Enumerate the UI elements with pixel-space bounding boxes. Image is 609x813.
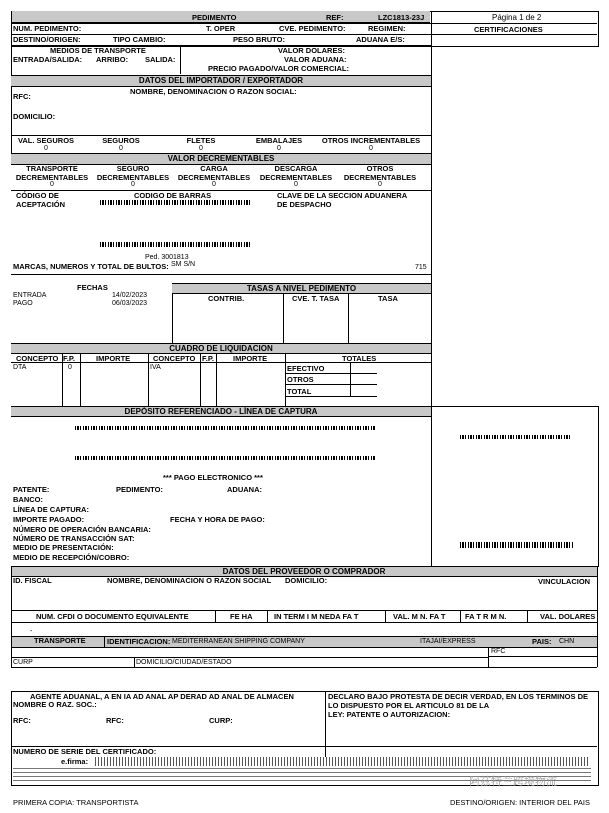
peso-bruto-label: PESO BRUTO:: [233, 35, 285, 44]
dep-medio-recepcion: MEDIO DE RECEPCIÓN/COBRO:: [13, 553, 130, 562]
firma-code: [95, 757, 590, 766]
valor-aduana-label: VALOR ADUANA:: [284, 55, 347, 64]
liq-concepto: CONCEPTO: [16, 354, 59, 363]
deposito-code-2: [75, 456, 375, 460]
liq-ot-line: [285, 384, 377, 385]
pais-value: CHN: [559, 638, 575, 645]
t-oper-label: T. OPER: [206, 24, 236, 33]
rfc-row-line: [488, 656, 597, 657]
dep-banco: BANCO:: [13, 495, 43, 504]
incr-value-0: 0: [44, 145, 48, 152]
liq-otros: OTROS: [287, 375, 314, 384]
domicilio-label: DOMICILIO:: [13, 112, 56, 121]
dep-pedimento: PEDIMENTO:: [116, 485, 163, 494]
cert-line: [431, 23, 597, 24]
ped-number: Ped. 3001813: [145, 254, 189, 261]
pago-label: PAGO: [13, 300, 33, 307]
liq-tot-line: [285, 396, 377, 397]
tasas-title: TASAS A NIVEL PEDIMENTO: [246, 284, 357, 293]
rfc-label: RFC:: [13, 92, 31, 101]
clave-seccion-label: CLAVE DE LA SECCION ADUANERA DE DESPACHO: [277, 191, 408, 209]
decr-label-0: TRANSPORTE DECREMENTABLES: [15, 164, 89, 182]
pago-value: 06/03/2023: [112, 300, 148, 307]
marcas-line: [11, 274, 431, 275]
decr-value-0: 0: [50, 181, 54, 188]
dep-importe: IMPORTE PAGADO:: [13, 515, 85, 524]
liq-v4: [200, 353, 201, 406]
liq-efectivo: EFECTIVO: [287, 364, 325, 373]
prov-v4: [460, 610, 461, 622]
header-divider: [431, 11, 432, 406]
dep-patente: PATENTE:: [13, 485, 50, 494]
destino-label: DESTINO/ORIGEN:: [13, 35, 81, 44]
decr-label-3: DESCARGA DECREMENTABLES: [259, 164, 333, 182]
incr-label-1: SEGUROS: [102, 136, 140, 145]
page-title: PEDIMENTO: [192, 13, 237, 22]
agente-rfc2: RFC:: [106, 716, 124, 725]
dep-medio-presentacion: MEDIO DE PRESENTACIÓN:: [13, 543, 114, 552]
tasa-label: TASA: [378, 294, 398, 303]
ref-label: REF:: [326, 13, 344, 22]
transporte-rfc: RFC: [491, 648, 506, 655]
prov-nombre: NOMBRE, DENOMINACION O RAZON SOCIAL: [107, 576, 272, 585]
liq-v5: [216, 353, 217, 406]
liq-totales: TOTALES: [342, 354, 377, 363]
decr-value-1: 0: [131, 181, 135, 188]
incr-label-2: FLETES: [186, 136, 216, 145]
prov-id-fiscal: ID. FISCAL: [13, 576, 52, 585]
prov-fa-t-rm: FA T R M N.: [465, 612, 507, 621]
cve-tasa-label: CVE. T. TASA: [292, 294, 340, 303]
liq-fp2: F.P.: [202, 354, 214, 363]
decr-label-4: OTROS DECREMENTABLES: [343, 164, 417, 182]
transporte-curp: CURP: [13, 659, 33, 666]
entrada-salida-label: ENTRADA/SALIDA:: [13, 55, 83, 64]
forwarder-value: ITAJAI/EXPRESS: [420, 638, 476, 645]
prov-v3: [385, 610, 386, 622]
agente-curp: CURP:: [209, 716, 233, 725]
section-left-frame: [11, 566, 12, 667]
curp-v: [134, 657, 135, 667]
cert-line-2: [431, 34, 597, 35]
decr-value-2: 0: [212, 181, 216, 188]
tasas-divider-1: [283, 293, 284, 343]
codigo-barras-code: [100, 200, 250, 205]
decr-value-4: 0: [378, 181, 382, 188]
liq-v6: [285, 353, 286, 406]
medios-transporte-label: MEDIOS DE TRANSPORTE: [50, 46, 146, 55]
codigo-barras-label: CODIGO DE BARRAS: [134, 191, 212, 200]
valor-dolares-label: VALOR DOLARES:: [278, 46, 345, 55]
rfc-v: [488, 647, 489, 667]
agente-divider: [325, 691, 326, 757]
liq-v2: [80, 353, 81, 406]
liq-total: TOTAL: [287, 387, 312, 396]
prov-val-dolares: VAL. DOLARES: [540, 612, 596, 621]
pago-electronico: *** PAGO ELECTRONICO ***: [163, 473, 263, 482]
agente-nombre: NOMBRE O RAZ. SOC.:: [13, 700, 97, 709]
dep-aduana: ADUANA:: [227, 485, 262, 494]
transporte-domicilio: DOMICILIO/CIUDAD/ESTADO: [136, 659, 232, 666]
importador-bar: [11, 75, 431, 87]
liq-v7: [350, 363, 351, 396]
prov-line: [11, 610, 597, 611]
liq-row-concepto: DTA: [13, 364, 27, 371]
dep-linea: LÍNEA DE CAPTURA:: [13, 505, 89, 514]
certificaciones-label: CERTIFICACIONES: [474, 25, 543, 34]
bultos-value: 715: [415, 264, 427, 271]
liq-concepto2: CONCEPTO: [153, 354, 196, 363]
decr-label-1: SEGURO DECREMENTABLES: [96, 164, 170, 182]
pais-label: PAIS:: [532, 637, 552, 646]
arribo-label: ARRIBO:: [96, 55, 129, 64]
transporte-label: TRANSPORTE: [34, 636, 86, 645]
entrada-value: 14/02/2023: [112, 292, 148, 299]
marcas-value: SM S/N: [171, 261, 196, 268]
proveedor-title: DATOS DEL PROVEEDOR O COMPRADOR: [222, 567, 386, 576]
prov-fecha: FE HA: [230, 612, 253, 621]
decrementables-title: VALOR DECREMENTABLES: [167, 154, 275, 163]
precio-pagado-label: PRECIO PAGADO/VALOR COMERCIAL:: [208, 64, 349, 73]
curp-line: [11, 657, 488, 658]
agente-rfc: RFC:: [13, 716, 31, 725]
agente-firma: e.firma:: [61, 757, 89, 766]
aduana-es-label: ADUANA E/S:: [356, 35, 405, 44]
watermark-text: 阿兹特兰跨境物流: [469, 776, 557, 788]
codigo-aceptacion-label: CÓDIGO DE ACEPTACIÓN: [16, 191, 66, 209]
liquidacion-title: CUADRO DE LIQUIDACION: [169, 344, 273, 353]
decr-value-3: 0: [294, 181, 298, 188]
barcode-line-2: [100, 242, 250, 247]
prov-num-cfdi: NUM. CFDI O DOCUMENTO EQUIVALENTE: [36, 612, 189, 621]
incr-label-0: VAL. SEGUROS: [17, 136, 75, 145]
cve-pedimento-label: CVE. PEDIMENTO:: [279, 24, 346, 33]
left-frame: [11, 45, 12, 163]
page-number: Página 1 de 2: [492, 13, 542, 22]
prov-incoterm: IN TERM I M NEDA FA T: [274, 612, 359, 621]
regimen-label: REGIMEN:: [368, 24, 406, 33]
deposito-title: DEPÓSITO REFERENCIADO - LÍNEA DE CAPTURA: [124, 407, 318, 416]
incr-value-2: 0: [199, 145, 203, 152]
salida-label: SALIDA:: [145, 55, 176, 64]
prov-v2: [267, 610, 268, 622]
dep-num-transaccion: NÚMERO DE TRANSACCIÓN SAT:: [13, 534, 135, 543]
incr-label-4: OTROS INCREMENTABLES: [321, 136, 421, 145]
prov-domicilio: DOMICILIO:: [285, 576, 328, 585]
num-pedimento-label: NUM. PEDIMENTO:: [13, 24, 82, 33]
ref-value: LZC1813-23J: [378, 13, 425, 22]
marcas-label: MARCAS, NUMEROS Y TOTAL DE BULTOS:: [13, 262, 169, 271]
incr-value-4: 0: [369, 145, 373, 152]
tasas-bar: [172, 283, 431, 294]
liq-importe: IMPORTE: [96, 354, 131, 363]
prov-v1: [215, 610, 216, 622]
liquidacion-bar: [11, 343, 431, 354]
liq-row-fp: 0: [68, 364, 72, 371]
footer-left: PRIMERA COPIA: TRANSPORTISTA: [13, 798, 139, 807]
liq-row-concepto2: IVA: [150, 364, 161, 371]
liq-ef-line: [285, 373, 377, 374]
agente-num-serie: NUMERO DE SERIE DEL CERTIFICADO:: [13, 747, 157, 756]
incr-label-3: EMBALAJES: [255, 136, 303, 145]
right-code-2: [460, 542, 574, 548]
contrib-label: CONTRIB.: [208, 294, 245, 303]
deposito-code-1: [75, 426, 375, 430]
prov-dash: -: [30, 628, 33, 635]
dep-fecha-hora: FECHA Y HORA DE PAGO:: [170, 515, 265, 524]
carrier-value: MEDITERRANEAN SHIPPING COMPANY: [172, 638, 305, 645]
tipo-cambio-label: TIPO CAMBIO:: [113, 35, 166, 44]
prov-v5: [527, 610, 528, 622]
nombre-label: NOMBRE, DENOMINACION O RAZON SOCIAL:: [130, 87, 297, 96]
importador-title: DATOS DEL IMPORTADOR / EXPORTADOR: [138, 76, 304, 85]
fechas-title: FECHAS: [77, 283, 108, 292]
identificacion-label: IDENTIFICACION:: [107, 637, 171, 646]
entrada-label: ENTRADA: [13, 292, 47, 299]
right-code-1: [460, 435, 570, 439]
transporte-v1: [104, 636, 105, 647]
liq-fp: F.P.: [63, 354, 75, 363]
decr-label-2: CARGA DECREMENTABLES: [177, 164, 251, 182]
agente-title: AGENTE ADUANAL, A EN IA AD ANAL AP DERAD AD ANAL DE ALMACEN: [30, 692, 294, 701]
liq-v3: [148, 353, 149, 406]
deposito-bar: [11, 406, 431, 417]
tasas-divider-2: [348, 293, 349, 343]
incr-value-1: 0: [119, 145, 123, 152]
agente-declaro: DECLARO BAJO PROTESTA DE DECIR VERDAD, EN LOS TERMINOS DE LO DISPUESTO POR EL ARTICULO 81 DE LA LEY: PATENTE O AUTORIZACION:: [328, 692, 589, 719]
liq-v1: [62, 353, 63, 406]
dep-num-operacion: NÚMERO DE OPERACIÓN BANCARIA:: [13, 525, 151, 534]
prov-line-2: [11, 622, 597, 623]
medios-divider: [180, 45, 181, 74]
prov-vinculacion: VINCULACION: [538, 577, 591, 586]
section-right-frame: [597, 566, 598, 667]
footer-right: DESTINO/ORIGEN: INTERIOR DEL PAIS: [450, 798, 591, 807]
incr-value-3: 0: [277, 145, 281, 152]
liq-importe2: IMPORTE: [233, 354, 268, 363]
curp-bottom-line: [11, 667, 597, 668]
prov-val-mon: VAL. M N. FA T: [393, 612, 446, 621]
